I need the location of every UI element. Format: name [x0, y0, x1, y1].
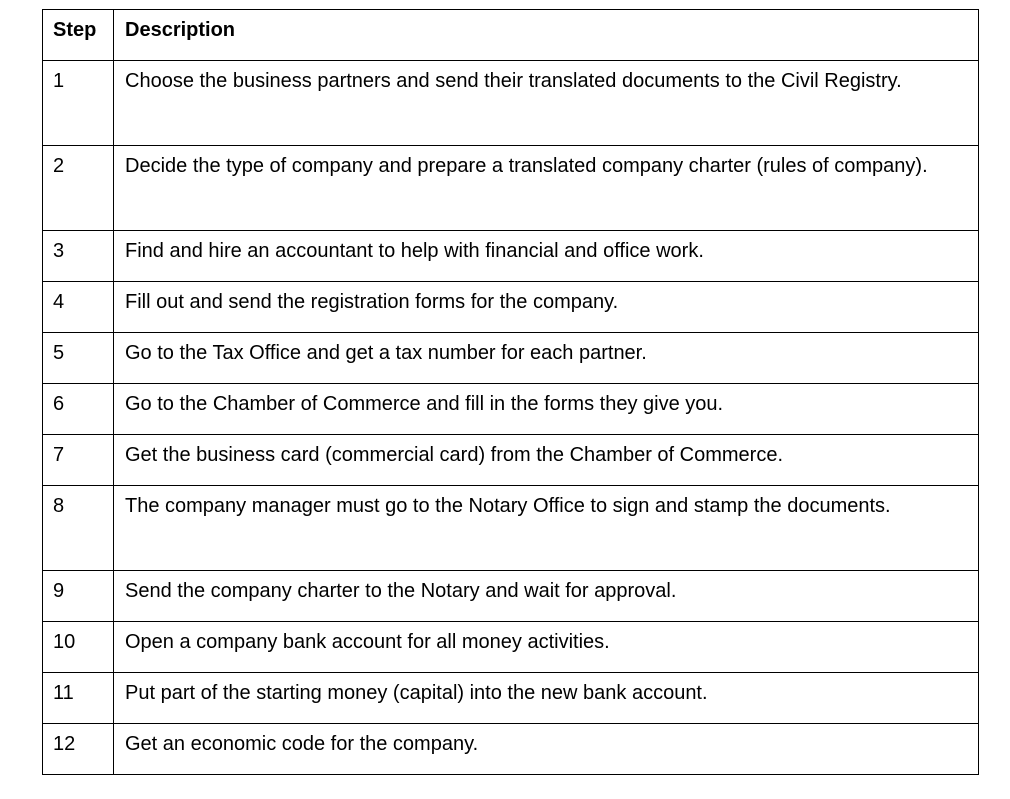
step-description: Fill out and send the registration forms for the company. [114, 282, 979, 333]
table-row [43, 724, 979, 775]
step-description: Open a company bank account for all money activities. [114, 622, 979, 673]
step-number: 9 [43, 571, 114, 622]
step-description: The company manager must go to the Notary Office to sign and stamp the documents. [114, 486, 979, 571]
step-number: 3 [43, 231, 114, 282]
step-number: 11 [43, 673, 114, 724]
step-description: Send the company charter to the Notary and wait for approval. [114, 571, 979, 622]
table-row [43, 282, 979, 333]
step-description: Choose the business partners and send their translated documents to the Civil Registry. [114, 61, 979, 146]
step-description: Go to the Tax Office and get a tax number for each partner. [114, 333, 979, 384]
step-number: 6 [43, 384, 114, 435]
table-row [43, 61, 979, 146]
step-number: 1 [43, 61, 114, 146]
step-description: Get an economic code for the company. [114, 724, 979, 775]
step-number: 8 [43, 486, 114, 571]
steps-table [42, 9, 979, 775]
step-number: 5 [43, 333, 114, 384]
table-row [43, 622, 979, 673]
table-row [43, 571, 979, 622]
table-row [43, 146, 979, 231]
table-row [43, 486, 979, 571]
step-description: Put part of the starting money (capital) into the new bank account. [114, 673, 979, 724]
step-description: Find and hire an accountant to help with financial and office work. [114, 231, 979, 282]
table-header-row [43, 10, 979, 61]
step-number: 4 [43, 282, 114, 333]
table-row [43, 673, 979, 724]
header-description: Description [114, 10, 979, 61]
step-number: 7 [43, 435, 114, 486]
step-number: 2 [43, 146, 114, 231]
step-description: Get the business card (commercial card) from the Chamber of Commerce. [114, 435, 979, 486]
header-step: Step [43, 10, 114, 61]
step-description: Decide the type of company and prepare a translated company charter (rules of company). [114, 146, 979, 231]
table-row [43, 384, 979, 435]
table-row [43, 231, 979, 282]
step-number: 12 [43, 724, 114, 775]
table-row [43, 435, 979, 486]
step-number: 10 [43, 622, 114, 673]
step-description: Go to the Chamber of Commerce and fill in the forms they give you. [114, 384, 979, 435]
table-row [43, 333, 979, 384]
